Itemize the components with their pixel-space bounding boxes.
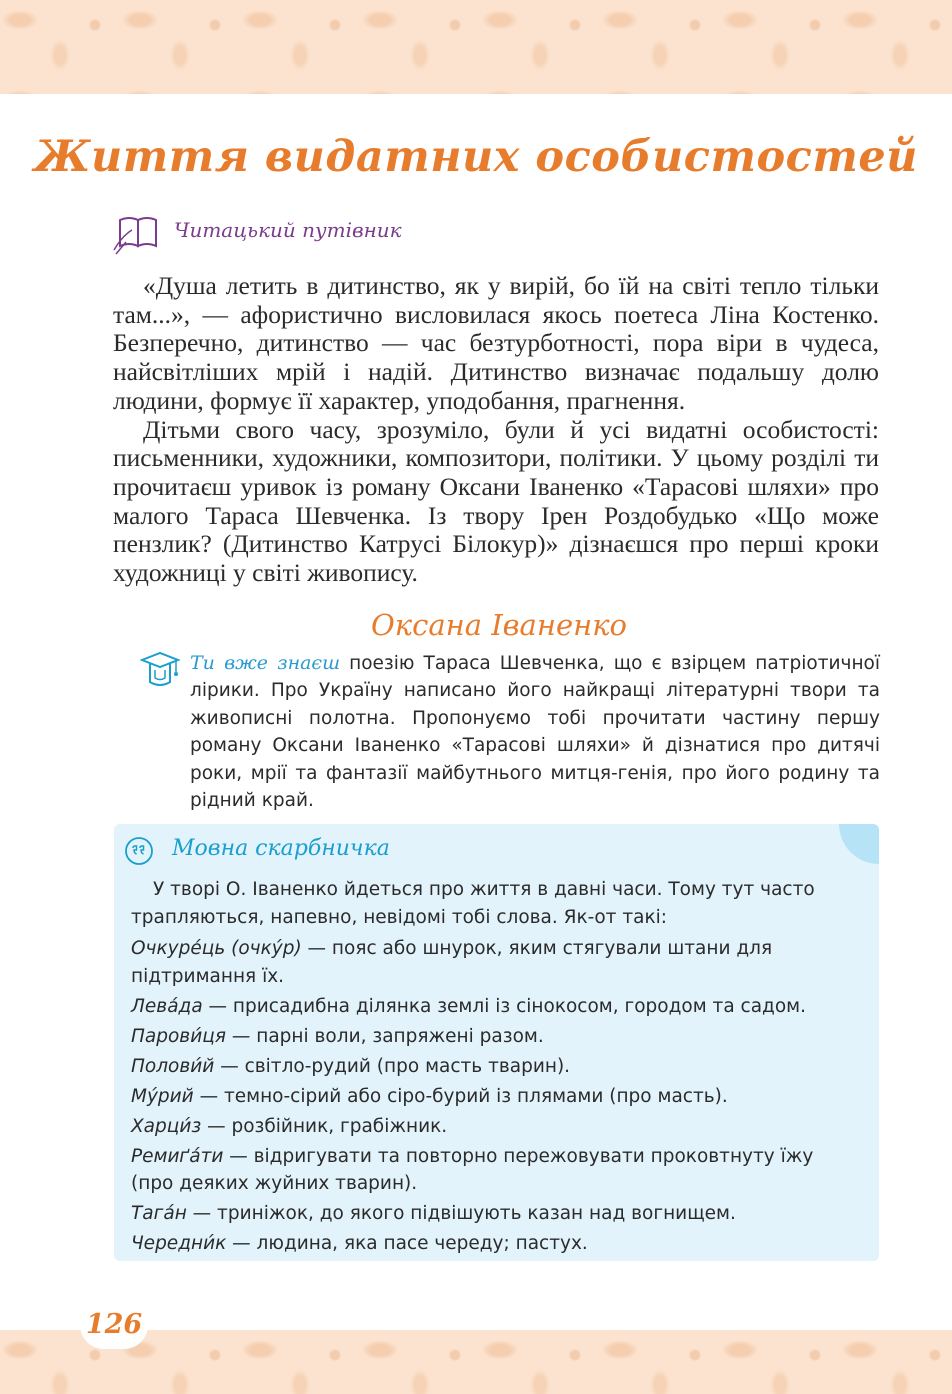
intro-paragraph: «Душа летить в дитинство, як у вирій, бо їй на світі тепло тільки там...», — афористично висловилася якось поетеса Ліна Костенко. Безперечно, дитинство — час безтурботності, пора віри в чудеса, найсвітліших мрій і надій. Дитинство визначає подальшу долю людини, формує її характер, уподобання, прагнення. — [113, 271, 879, 415]
already-know-text: поезію Тараса Шевченка, що є взірцем патріотичної лірики. Про Україну написано його найкращі літературні твори та живописні полотна. Пропонуємо тобі прочитати частину першу роману Оксани Іваненко «Тарасові шляхи» й дізнатися про дитячі роки, мрії та фантазії майбутнього митця-генія, про його родину та рідний край. — [190, 653, 881, 812]
vocabulary-term: Парови́ця — [131, 1025, 226, 1047]
vocabulary-definition: — темно-сірий або сіро-бурий із плямами (про масть). — [193, 1085, 728, 1107]
reader-guide-label: Читацький путівник — [174, 218, 402, 242]
vocabulary-intro: У творі О. Іваненко йдеться про життя в давні часи. Тому тут часто трапляються, напевно, невідомі тобі слова. Як-от такі: — [131, 879, 815, 928]
intro-paragraph: Дітьми свого часу, зрозуміло, були й усі видатні особистості: письменники, художники, композитори, політики. У цьому розділі ти прочитаєш уривок із роману Оксани Іваненко «Тарасові шляхи» про малого Тараса Шевченка. Із твору Ірен Роздобудько «Що може пензлик? (Дитинство Катрусі Білокур)» дізнаєшся про перші кроки художниці у світі живопису. — [113, 414, 879, 588]
vocabulary-definition: — пояс або шнурок, яким стягували штани для підтримання їх. — [131, 938, 773, 987]
vocabulary-box-title: Мовна скарбничка — [172, 836, 390, 861]
intro-text — [113, 272, 879, 588]
quote-icon — [124, 836, 154, 866]
vocabulary-definition: — присадибна ділянка землі із сінокосом, городом та садом. — [202, 995, 807, 1017]
vocabulary-term: Чередни́к — [131, 1233, 227, 1254]
reader-guide — [112, 206, 532, 256]
vocabulary-entry — [131, 1230, 859, 1258]
open-book-icon — [112, 206, 162, 256]
vocabulary-definition: — відригувати та повторно пережовувати проковтнуту їжу (про деяких жуйних тварин). — [131, 1145, 814, 1194]
already-know-lead: Ти вже знаєш — [190, 652, 341, 674]
box-corner-decoration — [839, 824, 879, 864]
vocabulary-term: Му́рий — [131, 1085, 194, 1107]
vocabulary-definition: — людина, яка пасе череду; пастух. — [226, 1233, 588, 1254]
vocabulary-content — [131, 876, 859, 1260]
vocabulary-definition: — розбійник, грабіжник. — [201, 1115, 448, 1137]
vocabulary-box — [114, 824, 879, 1261]
vocabulary-definition: — триніжок, до якого підвішують казан над вогнищем. — [186, 1203, 736, 1224]
author-heading: Оксана Іваненко — [370, 608, 627, 642]
vocabulary-entry — [131, 1143, 859, 1198]
vocabulary-entry — [131, 1113, 859, 1141]
decorative-top-band — [0, 0, 952, 94]
vocabulary-term: Лева́да — [131, 995, 203, 1017]
vocabulary-entry — [131, 1053, 859, 1081]
graduation-cap-icon — [140, 650, 182, 694]
vocabulary-definition: — парні воли, запряжені разом. — [225, 1025, 544, 1047]
page-number: 126 — [80, 1301, 148, 1349]
vocabulary-entry — [131, 993, 859, 1021]
vocabulary-entry — [131, 935, 859, 990]
vocabulary-term: Ремиґа́ти — [131, 1145, 224, 1167]
vocabulary-entry — [131, 1083, 859, 1111]
chapter-title: Життя видатних особистостей — [34, 132, 918, 182]
vocabulary-term: Харци́з — [131, 1115, 202, 1137]
vocabulary-term: Полови́й — [131, 1055, 215, 1077]
vocabulary-definition: — світло-рудий (про масть тварин). — [214, 1055, 571, 1077]
vocabulary-term: Тага́н — [131, 1203, 187, 1224]
already-know-section — [140, 650, 880, 814]
vocabulary-entry — [131, 1200, 859, 1228]
vocabulary-term: Очкуре́ць (очку́р) — [131, 938, 302, 959]
vocabulary-entry — [131, 1023, 859, 1051]
